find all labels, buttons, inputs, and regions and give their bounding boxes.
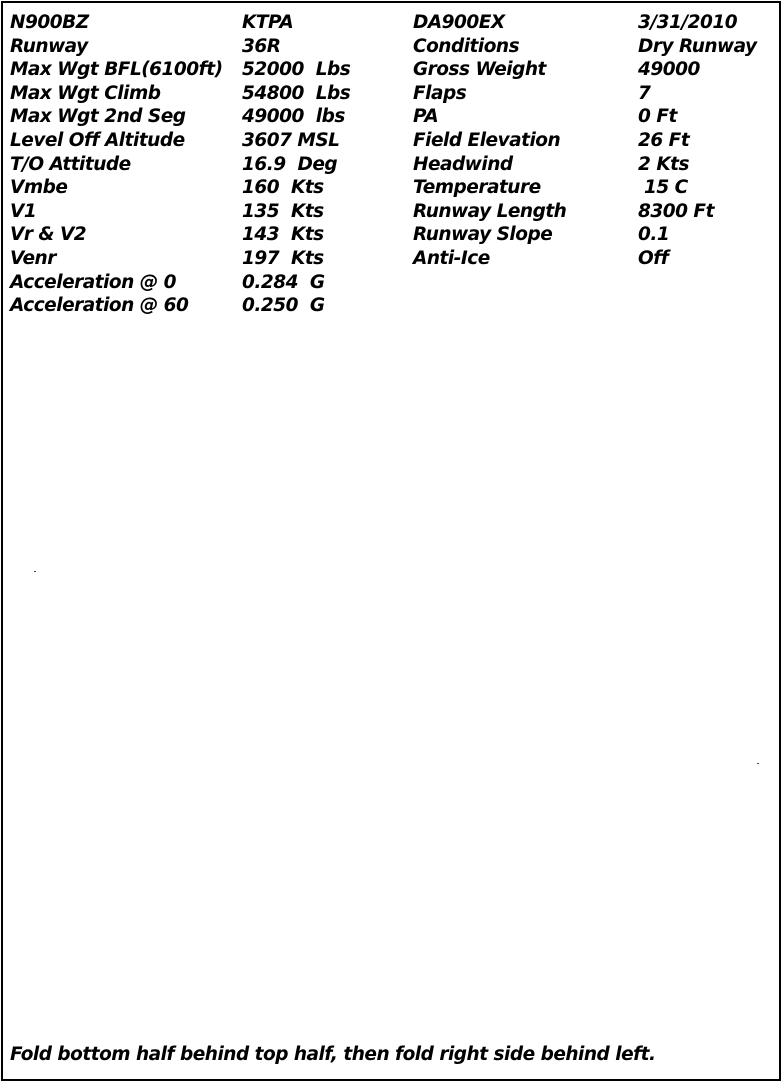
value-field-elevation: 26 Ft <box>638 129 690 151</box>
table-row <box>10 271 775 295</box>
label-max-wgt-2nd-seg: Max Wgt 2nd Seg <box>10 106 186 128</box>
cell-airport: KTPA <box>242 12 294 33</box>
value-vmbe: 160 Kts <box>242 177 324 199</box>
label-acceleration-0: Acceleration @ 0 <box>10 271 177 293</box>
table-row <box>10 176 775 200</box>
value-headwind: 2 Kts <box>638 153 690 175</box>
table-row <box>10 223 775 247</box>
label-headwind: Headwind <box>413 153 513 175</box>
value-v1: 135 Kts <box>242 200 324 222</box>
label-runway-length: Runway Length <box>413 200 567 222</box>
value-conditions: Dry Runway <box>638 35 757 57</box>
scan-speck <box>757 763 759 764</box>
table-row <box>10 153 775 177</box>
value-level-off-altitude: 3607 MSL <box>242 129 340 151</box>
table-row <box>10 105 775 129</box>
table-row <box>10 200 775 224</box>
table-row <box>10 11 775 35</box>
label-runway-slope: Runway Slope <box>413 224 553 246</box>
value-vr-v2: 143 Kts <box>242 224 324 246</box>
value-anti-ice: Off <box>638 247 669 269</box>
value-max-wgt-bfl: 52000 Lbs <box>242 59 351 81</box>
label-field-elevation: Field Elevation <box>413 129 561 151</box>
table-row <box>10 129 775 153</box>
value-temperature: 15 C <box>638 177 688 199</box>
cell-aircraft-type: DA900EX <box>413 12 505 33</box>
table-row <box>10 247 775 271</box>
table-row <box>10 58 775 82</box>
label-venr: Venr <box>10 247 56 269</box>
label-conditions: Conditions <box>413 35 520 57</box>
value-runway-slope: 0.1 <box>638 224 670 246</box>
label-vr-v2: Vr & V2 <box>10 224 87 246</box>
cell-tail-number: N900BZ <box>10 12 89 33</box>
value-to-attitude: 16.9 Deg <box>242 153 338 175</box>
table-row <box>10 35 775 59</box>
value-gross-weight: 49000 <box>638 59 700 81</box>
takeoff-data-card <box>1 1 781 1081</box>
label-pa: PA <box>413 106 439 128</box>
label-anti-ice: Anti-Ice <box>413 247 490 269</box>
value-runway-length: 8300 Ft <box>638 200 714 222</box>
label-max-wgt-climb: Max Wgt Climb <box>10 82 161 104</box>
label-gross-weight: Gross Weight <box>413 59 546 81</box>
value-flaps: 7 <box>638 82 651 104</box>
label-max-wgt-bfl: Max Wgt BFL(6100ft) <box>10 59 223 81</box>
value-max-wgt-climb: 54800 Lbs <box>242 82 351 104</box>
fold-instructions: Fold bottom half behind top half, then fold right side behind left. <box>10 1044 656 1065</box>
scan-speck <box>34 571 36 572</box>
label-temperature: Temperature <box>413 177 541 199</box>
value-acceleration-0: 0.284 G <box>242 271 325 293</box>
value-runway: 36R <box>242 35 281 57</box>
label-acceleration-60: Acceleration @ 60 <box>10 295 189 317</box>
cell-date: 3/31/2010 <box>638 12 738 33</box>
label-level-off-altitude: Level Off Altitude <box>10 129 185 151</box>
table-row <box>10 82 775 106</box>
value-acceleration-60: 0.250 G <box>242 295 325 317</box>
table-row <box>10 294 775 318</box>
label-runway: Runway <box>10 35 88 57</box>
value-max-wgt-2nd-seg: 49000 lbs <box>242 106 345 128</box>
takeoff-data-table <box>10 11 775 318</box>
value-pa: 0 Ft <box>638 106 677 128</box>
value-venr: 197 Kts <box>242 247 324 269</box>
label-v1: V1 <box>10 200 37 222</box>
label-flaps: Flaps <box>413 82 467 104</box>
label-vmbe: Vmbe <box>10 177 68 199</box>
label-to-attitude: T/O Attitude <box>10 153 131 175</box>
